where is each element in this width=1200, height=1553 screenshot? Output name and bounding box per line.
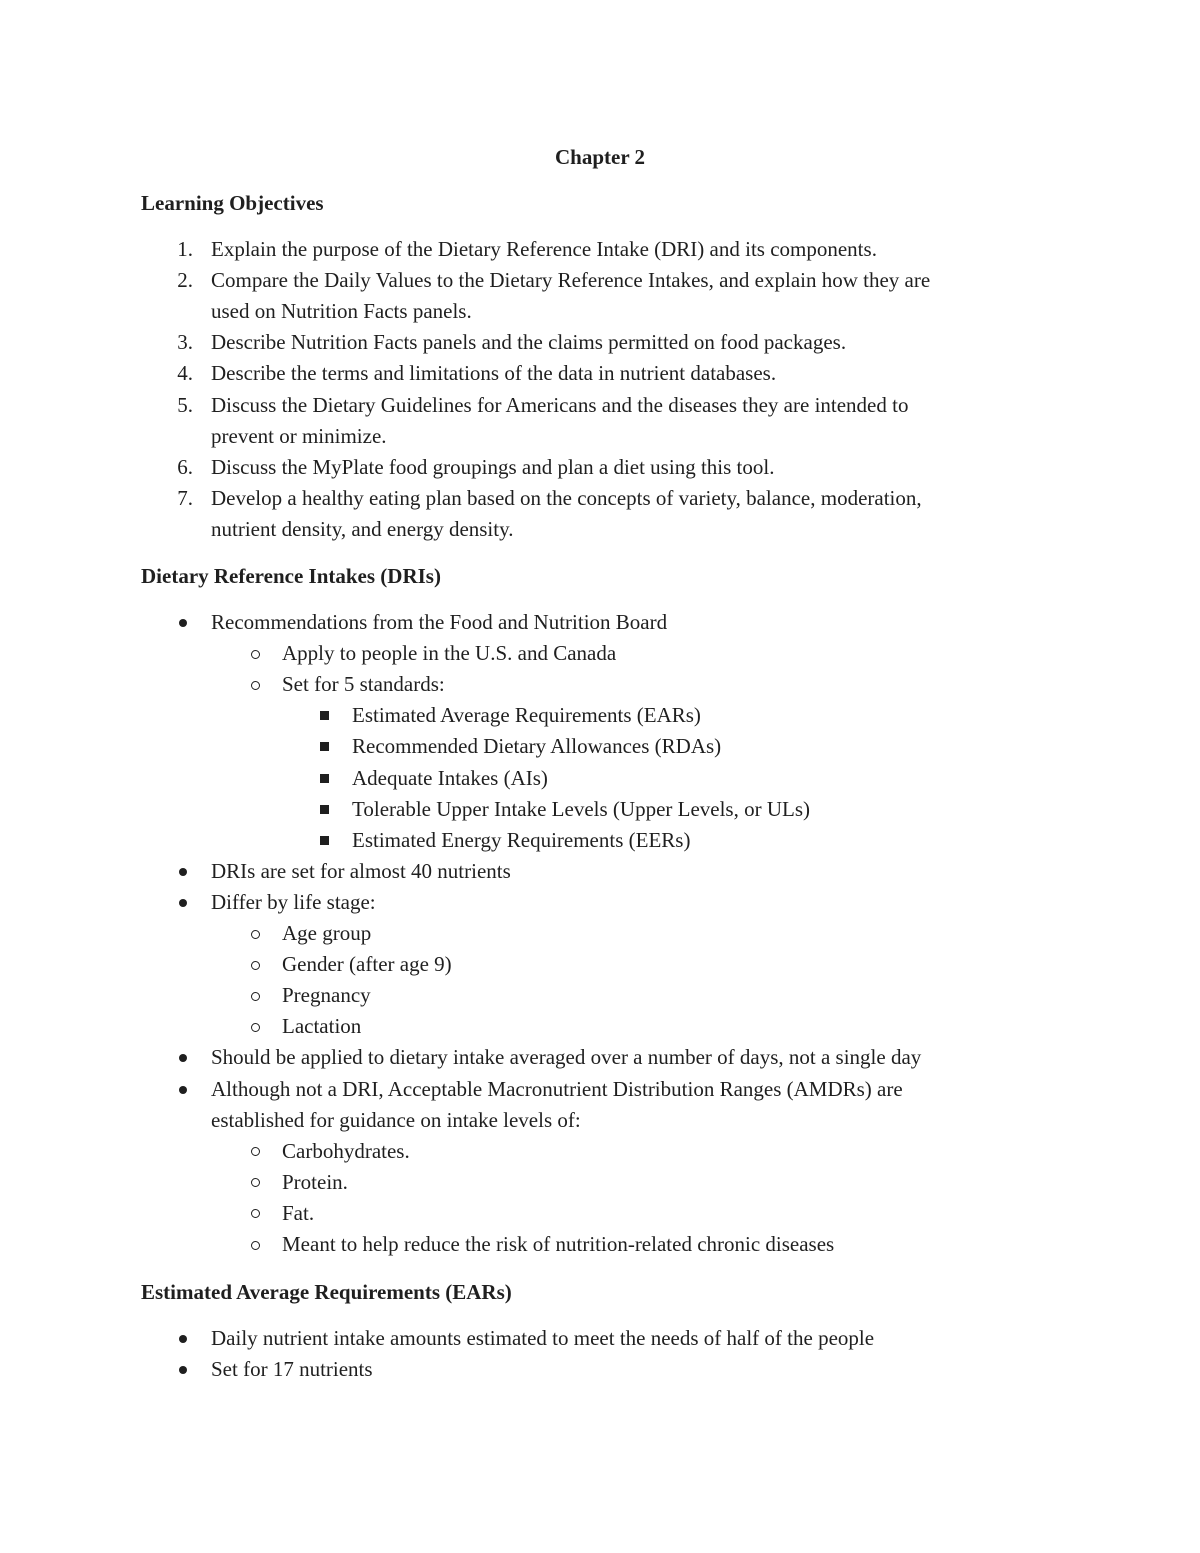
list-item: established for guidance on intake levels of: xyxy=(211,1107,581,1132)
bullet-circle-icon xyxy=(251,992,260,1001)
list-item: Recommended Dietary Allowances (RDAs) xyxy=(352,734,722,759)
list-item: Gender (after age 9) xyxy=(282,952,452,977)
list-item: Apply to people in the U.S. and Canada xyxy=(282,641,617,666)
bullet-circle-icon xyxy=(251,961,260,970)
page-title: Chapter 2 xyxy=(554,145,646,169)
objective-number: 4. xyxy=(177,361,193,386)
bullet-square-icon xyxy=(320,836,329,845)
objective-text: Compare the Daily Values to the Dietary Reference Intakes, and explain how they are xyxy=(211,268,931,293)
bullet-dot-icon xyxy=(179,619,187,627)
bullet-square-icon xyxy=(320,774,329,783)
bullet-circle-icon xyxy=(251,1147,260,1156)
objective-number: 5. xyxy=(177,392,193,417)
dris-heading: Dietary Reference Intakes (DRIs) xyxy=(141,564,441,588)
objective-text: Describe Nutrition Facts panels and the claims permitted on food packages. xyxy=(211,330,847,355)
objective-text: prevent or minimize. xyxy=(211,423,387,448)
bullet-circle-icon xyxy=(251,930,260,939)
bullet-circle-icon xyxy=(251,1178,260,1187)
list-item: Although not a DRI, Acceptable Macronutrient Distribution Ranges (AMDRs) are xyxy=(211,1076,903,1101)
bullet-circle-icon xyxy=(251,1241,260,1250)
objective-text: Explain the purpose of the Dietary Reference Intake (DRI) and its components. xyxy=(211,237,877,261)
list-item: Age group xyxy=(282,921,372,945)
list-item: Should be applied to dietary intake averaged over a number of days, not a single day xyxy=(211,1045,922,1070)
list-item: Meant to help reduce the risk of nutrition-related chronic diseases xyxy=(282,1232,835,1256)
bullet-circle-icon xyxy=(251,681,260,690)
objective-number: 3. xyxy=(177,330,193,355)
list-item: Lactation xyxy=(282,1014,362,1039)
bullet-circle-icon xyxy=(251,1023,260,1032)
objective-number: 7. xyxy=(177,485,193,510)
objective-text: nutrient density, and energy density. xyxy=(211,516,514,541)
ears-heading: Estimated Average Requirements (EARs) xyxy=(141,1280,512,1304)
objective-number: 1. xyxy=(177,237,193,261)
objective-text: Develop a healthy eating plan based on the concepts of variety, balance, moderation, xyxy=(211,485,922,510)
list-item: Set for 5 standards: xyxy=(282,672,445,697)
list-item: Adequate Intakes (AIs) xyxy=(352,765,548,790)
list-item: Tolerable Upper Intake Levels (Upper Levels, or ULs) xyxy=(352,796,811,821)
bullet-square-icon xyxy=(320,805,329,814)
list-item: Protein. xyxy=(282,1169,348,1194)
list-item: Set for 17 nutrients xyxy=(211,1357,373,1382)
list-item: Estimated Energy Requirements (EERs) xyxy=(352,827,691,852)
list-item: Fat. xyxy=(282,1200,315,1225)
list-item: Daily nutrient intake amounts estimated to meet the needs of half of the people xyxy=(211,1326,875,1350)
list-item: Estimated Average Requirements (EARs) xyxy=(352,703,701,728)
objective-text: Describe the terms and limitations of the data in nutrient databases. xyxy=(211,361,777,386)
bullet-dot-icon xyxy=(179,1086,187,1094)
objective-text: Discuss the Dietary Guidelines for Americans and the diseases they are intended to xyxy=(211,392,909,417)
objective-number: 6. xyxy=(177,454,193,479)
bullet-dot-icon xyxy=(179,899,187,907)
bullet-dot-icon xyxy=(179,1366,187,1374)
bullet-circle-icon xyxy=(251,650,260,659)
objective-number: 2. xyxy=(177,268,193,293)
list-item: Differ by life stage: xyxy=(211,889,376,914)
objective-text: Discuss the MyPlate food groupings and plan a diet using this tool. xyxy=(211,454,775,479)
list-item: Recommendations from the Food and Nutrition Board xyxy=(211,610,668,634)
learning-objectives-heading: Learning Objectives xyxy=(141,191,324,215)
list-item: Pregnancy xyxy=(282,983,371,1008)
bullet-dot-icon xyxy=(179,868,187,876)
bullet-square-icon xyxy=(320,711,329,720)
list-item: Carbohydrates. xyxy=(282,1138,410,1163)
bullet-dot-icon xyxy=(179,1335,187,1343)
bullet-square-icon xyxy=(320,742,329,751)
bullet-dot-icon xyxy=(179,1054,187,1062)
list-item: DRIs are set for almost 40 nutrients xyxy=(211,858,511,883)
bullet-circle-icon xyxy=(251,1209,260,1218)
objective-text: used on Nutrition Facts panels. xyxy=(211,299,472,324)
